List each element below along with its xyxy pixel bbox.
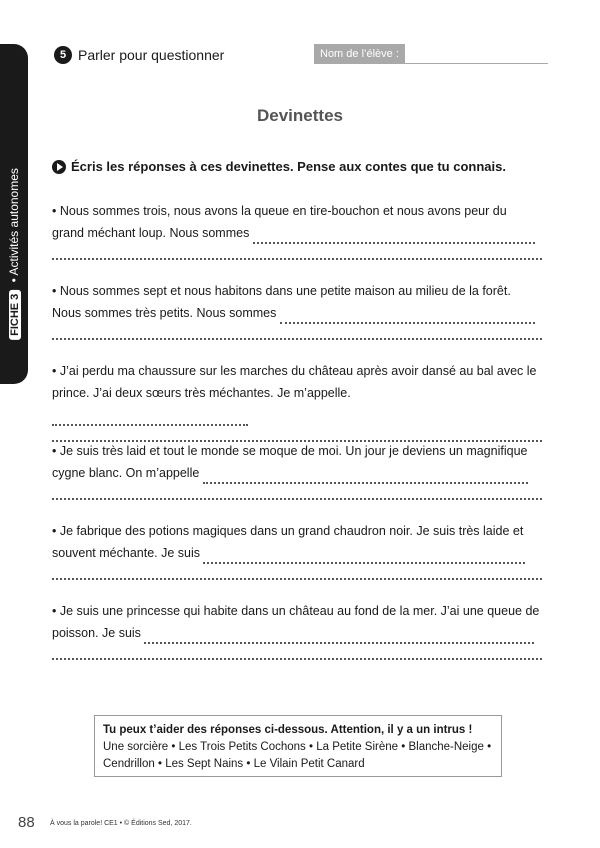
side-tab-text — [7, 168, 21, 340]
page-header — [54, 44, 224, 66]
instruction — [52, 159, 506, 174]
fiche-label: FICHE 3 — [9, 290, 21, 340]
answer-line[interactable] — [52, 246, 542, 260]
student-name-box — [314, 44, 548, 64]
answer-line[interactable] — [52, 326, 542, 340]
answer-field[interactable] — [52, 410, 248, 426]
page-title: Devinettes — [257, 106, 343, 125]
riddle-list — [52, 200, 542, 680]
answer-field[interactable] — [253, 228, 535, 244]
riddle-item — [52, 440, 542, 520]
riddle-line: • Nous sommes sept et nous habitons dans une petite maison au milieu de la forêt. — [52, 284, 511, 298]
student-name-field[interactable] — [405, 44, 548, 64]
credits: À vous la parole! CE1 • © Éditions Sed, 2017. — [50, 820, 192, 827]
riddle-item — [52, 360, 542, 440]
hint-answers-line: Une sorcière • Les Trois Petits Cochons • La Petite Sirène • Blanche-Neige • — [103, 741, 492, 753]
fiche-bullet: • — [7, 278, 21, 283]
riddle-line: • Je suis très laid et tout le monde se moque de moi. Un jour je deviens un magnifique — [52, 444, 528, 458]
riddle-line: • J’ai perdu ma chaussure sur les marches du château après avoir dansé au bal avec le — [52, 364, 537, 378]
answer-line[interactable] — [52, 646, 542, 660]
riddle-line: Nous sommes très petits. Nous sommes — [52, 306, 277, 320]
riddle-line: grand méchant loup. Nous sommes — [52, 226, 250, 240]
page-number: 88 — [18, 814, 35, 831]
student-name-label: Nom de l’élève : — [314, 44, 405, 64]
side-tab — [0, 44, 28, 384]
arrow-right-icon — [52, 160, 66, 174]
hint-title: Tu peux t’aider des réponses ci-dessous. Attention, il y a un intrus ! — [103, 724, 473, 736]
riddle-line: • Je suis une princesse qui habite dans un château au fond de la mer. J’ai une queue de — [52, 604, 540, 618]
riddle-line: • Nous sommes trois, nous avons la queue en tire-bouchon et nous avons peur du — [52, 204, 507, 218]
section-number-badge: 5 — [54, 46, 72, 64]
answer-field[interactable] — [203, 548, 525, 564]
riddle-item — [52, 600, 542, 680]
hint-box — [94, 715, 502, 777]
riddle-line: poisson. Je suis — [52, 626, 141, 640]
riddle-line: • Je fabrique des potions magiques dans un grand chaudron noir. Je suis très laide et — [52, 524, 524, 538]
header-title: Parler pour questionner — [78, 47, 225, 63]
answer-line[interactable] — [52, 566, 542, 580]
riddle-line: prince. J’ai deux sœurs très méchantes. Je m’appelle. — [52, 386, 351, 400]
answer-field[interactable] — [144, 628, 534, 644]
answer-field[interactable] — [203, 468, 528, 484]
riddle-line: cygne blanc. On m’appelle — [52, 466, 200, 480]
answer-field[interactable] — [280, 308, 535, 324]
instruction-text: Écris les réponses à ces devinettes. Pense aux contes que tu connais. — [71, 159, 506, 174]
answer-line[interactable] — [52, 486, 542, 500]
riddle-item — [52, 280, 542, 360]
riddle-item — [52, 200, 542, 280]
riddle-line: souvent méchante. Je suis — [52, 546, 200, 560]
riddle-item — [52, 520, 542, 600]
hint-answers-line: Cendrillon • Les Sept Nains • Le Vilain Petit Canard — [103, 758, 365, 770]
section-label: Activités autonomes — [7, 168, 21, 276]
